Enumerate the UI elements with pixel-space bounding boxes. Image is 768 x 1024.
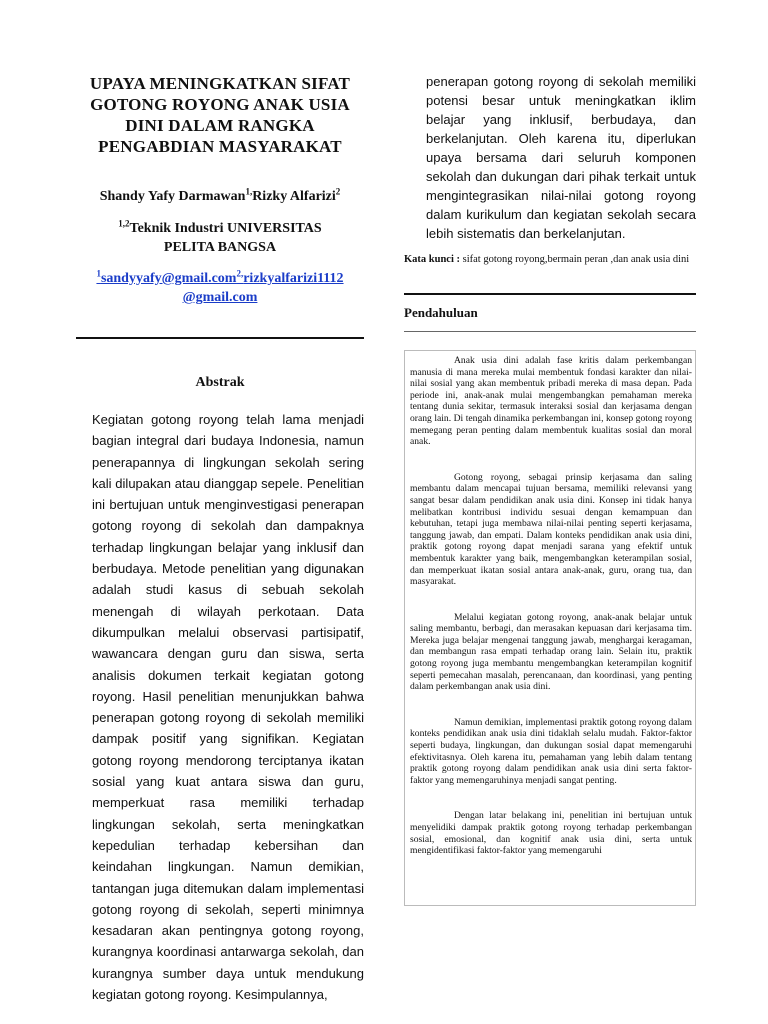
intro-paragraph-3: Melalui kegiatan gotong royong, anak-anak belajar untuk saling membantu, berbagi, dan merasakan kepuasan dari kerjasama tim. Mereka juga belajar mengenai tanggung jawab, menghargai keragaman, dan membangun rasa empati terhadap orang lain. Selain itu, praktik gotong royong juga membantu mengembangkan keterampilan kognitif seperti pemecahan masalah, perencanaan, dan koordinasi, yang penting dalam perkembangan anak usia dini. — [410, 611, 692, 693]
right-column — [404, 60, 696, 906]
keywords-label: Kata kunci : — [404, 254, 461, 265]
affiliation — [76, 219, 364, 257]
intro-paragraph-4: Namun demikian, implementasi praktik gotong royong dalam konteks pendidikan anak usia dini tidaklah selalu mudah. Faktor-faktor seperti budaya, lingkungan, dan dukungan sosial dapat memengaruhi efektivitasnya. Oleh karena itu, pemahaman yang lebih dalam tentang praktik gotong royong dalam pendidikan anak usia dini serta faktor-faktor yang memengaruhinya menjadi sangat penting. — [410, 716, 692, 786]
email-2-sup: 2, — [236, 268, 244, 279]
introduction-text-box — [404, 350, 696, 906]
intro-paragraph-1: Anak usia dini adalah fase kritis dalam perkembangan manusia di mana mereka mulai membentuk fondasi karakter dan nilai-nilai sosial yang akan membentuk pribadi mereka di masa depan. Pada periode ini, anak-anak mulai mengembangkan pemahaman mereka tentang dunia sekitar, termasuk interaksi sosial dan kerjasama dengan orang lain. Di tengah dinamika perkembangan ini, konsep gotong royong memegang peran penting dalam membentuk kualitas sosial dan moral anak. — [410, 355, 692, 448]
affiliation-line-2: PELITA BANGSA — [163, 240, 277, 255]
author-line — [76, 186, 364, 205]
intro-paragraph-2: Gotong royong, sebagai prinsip kerjasama dan saling membantu dalam mencapai tujuan bersama, memiliki relevansi yang sangat besar dalam pendidikan anak usia dini. Konsep ini tidak hanya melibatkan kontribusi individu sesuai dengan kemampuan dan kebutuhan, tetapi juga membawa nilai-nilai penting seperti kerjasama, tanggung jawab, dan empati. Dalam konteks pendidikan anak usia dini, praktik gotong royong dapat menjadi sarana yang efektif untuk membentuk karakter yang baik, mengembangkan keterampilan sosial, dan memperkuat ikatan sosial antara anak-anak, guru, orang tua, dan masyarakat. — [410, 471, 692, 588]
paper-title: UPAYA MENINGKATKAN SIFAT GOTONG ROYONG ANAK USIA DINI DALAM RANGKA PENGABDIAN MASYARAKAT — [89, 74, 351, 156]
intro-paragraph-5: Dengan latar belakang ini, penelitian ini bertujuan untuk menyelidiki dampak praktik gotong royong terhadap perkembangan sosial, emosional, dan kognitif anak usia dini, serta untuk mengidentifikasi faktor-faktor yang memengaruhi — [410, 810, 692, 857]
email-1-sup: 1 — [96, 268, 101, 279]
abstract-text: Kegiatan gotong royong telah lama menjadi bagian integral dari budaya Indonesia, namun penerapannya di lingkungan sekolah sering kali dilupakan atau dianggap sepele. Penelitian ini bertujuan untuk menginvestigasi penerapan gotong royong di sekolah dan dampaknya terhadap lingkungan belajar yang inklusif dan berbudaya. Metode penelitian yang digunakan adalah studi kasus di sebuah sekolah menengah di wilayah perkotaan. Data dikumpulkan melalui observasi partisipatif, wawancara dengan guru dan siswa, serta analisis dokumen terkait kegiatan gotong royong. Hasil penelitian menunjukkan bahwa penerapan gotong royong di sekolah memiliki dampak positif yang signifikan. Kegiatan gotong royong mendorong terciptanya ikatan sosial yang kuat antara siswa dan guru, memperkuat rasa memiliki terhadap lingkungan sekolah, serta meningkatkan kepedulian terhadap kebersihan dan keindahan lingkungan. Namun demikian, tantangan juga ditemukan dalam implementasi gotong royong di sekolah, seperti minimnya kesadaran akan pentingnya gotong royong, kurangnya koordinasi antarwarga sekolah, dan kurangnya sumber daya untuk mendukung kegiatan gotong royong. Kesimpulannya, — [92, 412, 364, 1003]
email-1-link[interactable]: sandyyafy@gmail.com — [100, 271, 237, 286]
introduction-heading: Pendahuluan — [404, 305, 478, 320]
abstract-heading: Abstrak — [195, 375, 245, 390]
affiliation-sup: 1,2 — [118, 218, 130, 229]
keywords — [404, 253, 696, 267]
author-2: Rizky Alfarizi — [252, 189, 336, 204]
keywords-text: sifat gotong royong,bermain peran ,dan anak usia dini — [462, 254, 690, 265]
email-2-link-part1[interactable]: rizkyalfarizi1112 — [243, 271, 344, 286]
introduction-divider — [404, 331, 696, 332]
email-line[interactable] — [76, 269, 364, 307]
header-divider — [76, 337, 364, 339]
keywords-divider — [404, 293, 696, 295]
left-column — [76, 60, 364, 1005]
author-1: Shandy Yafy Darmawan — [99, 189, 246, 204]
abstract-continuation: penerapan gotong royong di sekolah memiliki potensi besar untuk meningkatkan iklim belajar yang inklusif, berbudaya, dan berkelanjutan. Oleh karena itu, diperlukan upaya bersama dari seluruh komponen sekolah dan dukungan dari pihak terkait untuk mengintegrasikan nilai-nilai gotong royong dalam kurikulum dan kegiatan sekolah secara lebih sistematis dan berkelanjutan. — [426, 74, 696, 241]
author-1-sup: 1, — [245, 186, 253, 197]
email-2-link-part2[interactable]: @gmail.com — [182, 290, 258, 305]
affiliation-line-1: Teknik Industri UNIVERSITAS — [129, 221, 322, 236]
author-2-sup: 2 — [335, 186, 341, 197]
